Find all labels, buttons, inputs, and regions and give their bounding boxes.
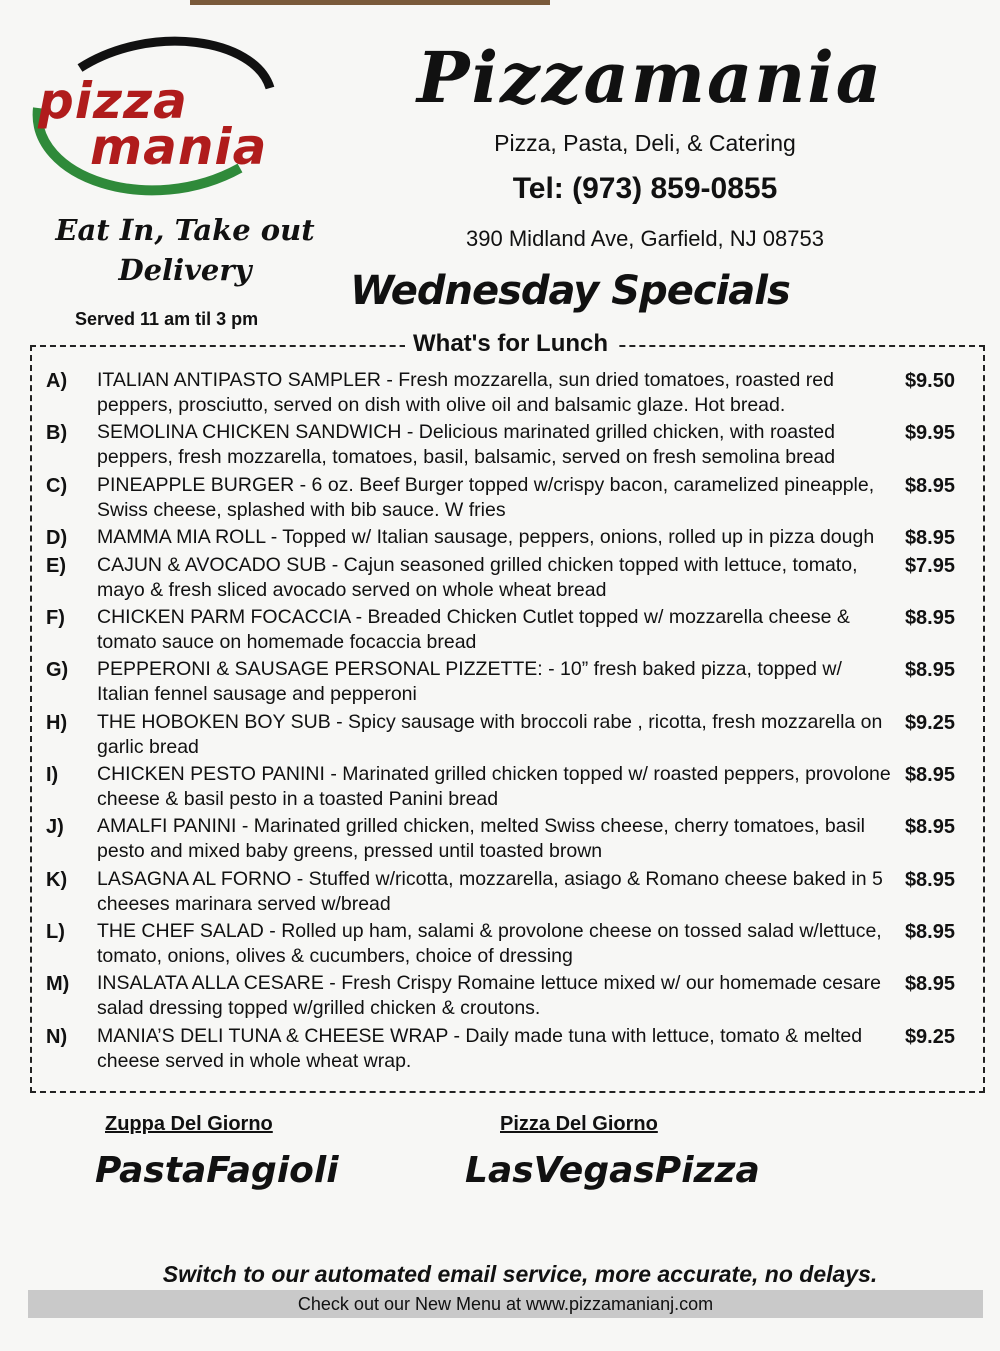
tagline: Pizza, Pasta, Deli, & Catering [494,130,796,156]
item-price: $9.25 [904,1025,955,1048]
menu-item-c [40,473,975,525]
item-description: CAJUN & AVOCADO SUB - Cajun seasoned grilled chicken topped with lettuce, tomato, mayo & fresh sliced avocado served on whole wheat bread [97,553,858,601]
item-description: SEMOLINA CHICKEN SANDWICH - Delicious marinated grilled chicken, with roasted peppers, fresh mozzarella, tomatoes, basil, balsamic, served on fresh semolina bread [97,421,836,469]
item-price: $8.95 [904,920,955,943]
item-description: THE CHEF SALAD - Rolled up ham, salami & provolone cheese on tossed salad w/lettuce, tomato, onions, olives & cucumbers, choice of dressing [97,919,882,967]
item-price: $7.95 [904,554,955,577]
item-letter: K) [46,868,68,891]
menu-item-e [40,553,975,605]
item-letter: B) [46,422,68,445]
served-hours: Served 11 am til 3 pm [75,309,259,329]
item-description: THE HOBOKEN BOY SUB - Spicy sausage with broccoli rabe , ricotta, fresh mozzarella on garlic bread [97,710,883,758]
item-description: INSALATA ALLA CESARE - Fresh Crispy Romaine lettuce mixed w/ our homemade cesare salad dressing topped w/grilled chicken & croutons. [97,972,881,1020]
item-price: $8.95 [904,868,955,891]
menu-item-d [40,525,975,553]
menu-item-f [40,605,975,657]
item-letter: H) [46,711,68,734]
menu-item-g [40,657,975,709]
item-description: LASAGNA AL FORNO - Stuffed w/ricotta, mozzarella, asiago & Romano cheese baked in 5 cheeses marinara served w/bread [97,867,883,915]
item-description: PINEAPPLE BURGER - 6 oz. Beef Burger topped w/crispy bacon, caramelized pineapple, Swiss cheese, splashed with bib sauce. W fries [97,473,875,521]
delivery-line: Delivery [118,253,252,287]
website-footer: Check out our New Menu at www.pizzamanianj.com [28,1290,983,1318]
item-letter: F) [46,607,65,630]
item-description: CHICKEN PESTO PANINI - Marinated grilled chicken topped w/ roasted peppers, provolone cheese & basil pesto in a toasted Panini bread [97,763,891,811]
item-letter: L) [46,920,65,943]
logo-word-pizza: pizza [38,72,188,130]
menu-item-k [40,867,975,919]
menu-items [40,368,975,1076]
item-letter: N) [46,1025,68,1048]
item-description: ITALIAN ANTIPASTO SAMPLER - Fresh mozzarella, sun dried tomatoes, roasted red peppers, prosciutto, served on dish with olive oil and balsamic glaze. Hot bread. [97,369,834,416]
item-letter: I) [46,764,59,787]
logo-word-mania: mania [90,118,268,176]
item-price: $9.25 [904,711,955,734]
item-letter: C) [46,474,68,497]
soup-of-the-day-heading: Zuppa Del Giorno [105,1113,273,1135]
lunch-title: What's for Lunch [405,330,616,358]
item-price: $9.95 [904,422,955,445]
item-letter: J) [46,816,64,839]
menu-item-n [40,1024,975,1076]
menu-item-b [40,420,975,472]
item-price: $8.95 [904,973,955,996]
pizza-of-the-day: LasVegasPizza [465,1150,760,1191]
item-description: MANIA’S DELI TUNA & CHEESE WRAP - Daily made tuna with lettuce, tomato & melted cheese served in whole wheat wrap. [97,1024,863,1072]
item-letter: A) [46,370,68,392]
menu-item-a [40,368,975,420]
item-letter: M) [46,973,70,996]
address: 390 Midland Ave, Garfield, NJ 08753 [466,226,824,251]
menu-item-h [40,710,975,762]
item-description: AMALFI PANINI - Marinated grilled chicken, melted Swiss cheese, cherry tomatoes, basil pesto and mixed baby greens, pressed until toasted brown [97,815,866,863]
item-price: $9.50 [904,370,955,392]
email-service-note: Switch to our automated email service, more accurate, no delays. [162,1261,878,1287]
menu-item-m [40,971,975,1023]
item-price: $8.95 [904,607,955,630]
soup-of-the-day: PastaFagioli [95,1150,339,1191]
item-description: PEPPERONI & SAUSAGE PERSONAL PIZZETTE: - 10” fresh baked pizza, topped w/ Italian fennel sausage and pepperoni [97,658,842,706]
item-description: CHICKEN PARM FOCACCIA - Breaded Chicken Cutlet topped w/ mozzarella cheese & tomato sauce on homemade focaccia bread [97,606,850,654]
pizzamania-logo [30,28,330,208]
item-price: $8.95 [904,474,955,497]
menu-item-j [40,814,975,866]
service-options [40,210,330,290]
phone-number: Tel: (973) 859-0855 [512,172,778,205]
item-description: MAMMA MIA ROLL - Topped w/ Italian sausage, peppers, onions, rolled up in pizza dough [97,525,875,548]
item-letter: D) [46,526,68,549]
item-letter: E) [46,554,66,577]
item-price: $8.95 [904,526,955,549]
item-letter: G) [46,659,69,682]
menu-item-l [40,919,975,971]
brand-title: Pizzamania [416,36,884,119]
item-price: $8.95 [904,764,955,787]
top-edge-strip [190,0,550,5]
item-price: $8.95 [904,659,955,682]
item-price: $8.95 [904,816,955,839]
eat-in-line: Eat In, Take out [55,213,315,247]
pizza-of-the-day-heading: Pizza Del Giorno [500,1113,658,1135]
specials-title: Wednesday Specials [350,268,790,314]
menu-item-i [40,762,975,814]
